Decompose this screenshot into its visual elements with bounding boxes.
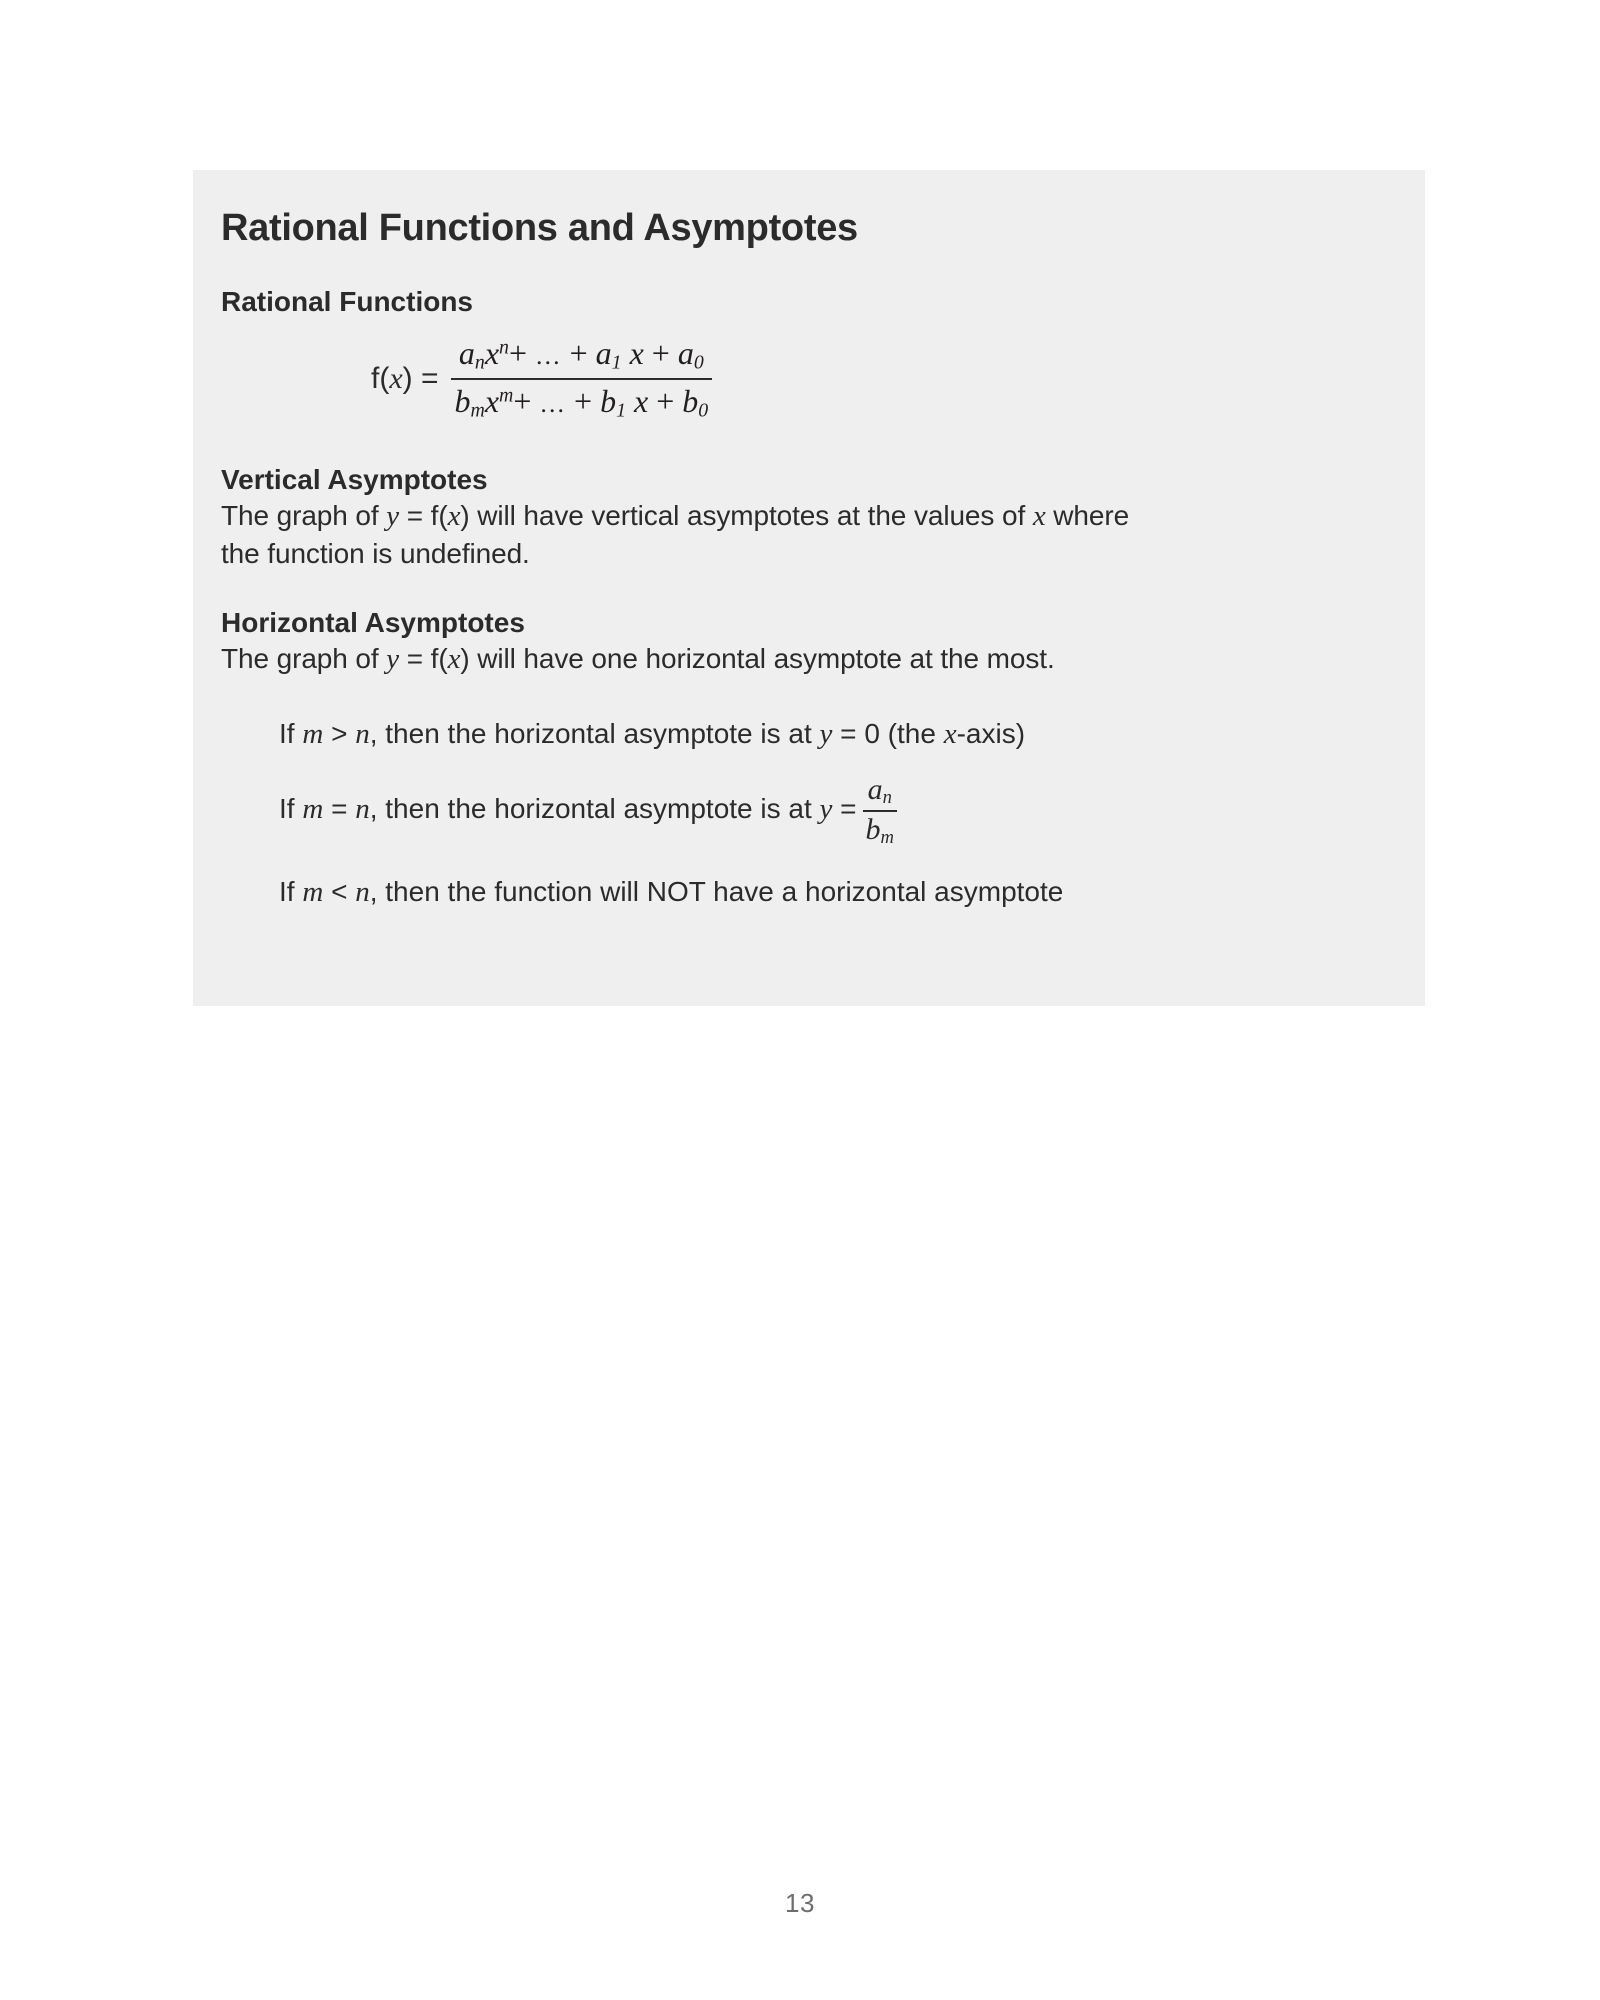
cond-0-body: , then the horizontal asymptote is at [369,717,820,749]
section-heading-horizontal-asymptotes: Horizontal Asymptotes [221,606,525,638]
num-coef-3: a [677,334,694,371]
cond-frac-num-base: a [867,773,883,807]
cond-0-tail: = 0 (the [832,717,944,749]
den-var-2: x [633,382,649,419]
cond-0-y: y [819,717,833,750]
cond-frac-denominator [863,814,897,848]
cond-1-op: = [323,792,356,824]
fraction-bar [451,378,713,380]
den-ellipsis: … [539,388,567,418]
den-var-1: x [484,382,500,419]
condition-1-text [279,790,857,828]
vertical-asymptotes-line-1 [221,497,1385,535]
condition-item [279,770,1385,848]
va-text-c: ) will have vertical asymptotes at the values of [460,500,1033,532]
va-var-x: x [447,500,461,533]
va-var-x-2: x [1032,500,1046,533]
page-title: Rational Functions and Asymptotes [221,207,858,249]
rational-function-formula [221,335,1385,423]
condition-fraction [863,774,897,847]
cond-0-tail2: -axis) [956,717,1026,749]
cond-0-op: > [323,717,356,749]
formula-lhs: f(x) = [371,361,439,395]
formula-numerator [455,335,708,375]
va-var-y: y [386,500,400,533]
den-coef-2: b [600,382,617,419]
cond-1-m: m [302,792,324,825]
section-heading-rational-functions: Rational Functions [221,285,473,317]
ha-text-a: The graph of [221,642,387,674]
va-text-b: = f( [399,500,448,532]
condition-2-text [279,873,1063,911]
den-plus-1: + [513,382,532,419]
cond-1-prefix: If [279,792,303,824]
den-var-1-sup: m [499,384,514,407]
num-coef-2: a [595,334,612,371]
cond-frac-den-base: b [865,812,881,846]
cond-0-m: m [302,717,324,750]
den-plus-3: + [656,382,675,419]
va-text-d: where [1045,500,1130,532]
content-panel [193,170,1425,1006]
spacer-after-vertical [221,573,1385,605]
den-coef-1: b [454,382,471,419]
ha-var-y: y [386,642,400,675]
section-heading-vertical-asymptotes: Vertical Asymptotes [221,464,488,496]
cond-2-n: n [355,875,370,908]
num-var-1: x [484,334,500,371]
cond-fraction-bar [863,810,897,812]
condition-0-text [279,715,1025,753]
num-coef-3-sub: 0 [693,351,704,374]
cond-1-y: y [819,792,833,825]
den-coef-3: b [682,382,699,419]
formula-denominator [451,383,713,423]
condition-item [279,712,1385,756]
cond-frac-den-sub: m [880,826,894,848]
num-plus-3: + [651,334,670,371]
cond-2-op: < [323,875,356,907]
cond-2-prefix: If [279,875,303,907]
cond-1-n: n [355,792,370,825]
cond-0-x: x [943,717,957,750]
num-plus-1: + [508,334,528,371]
cond-0-prefix: If [279,717,303,749]
den-coef-1-sub: m [470,398,485,421]
cond-frac-num-sub: n [882,787,892,809]
cond-1-tail: = [832,792,857,824]
condition-list [221,712,1385,914]
num-coef-2-sub: 1 [611,351,622,374]
num-coef-1-sub: n [474,351,485,374]
num-var-1-sup: n [499,336,509,359]
den-coef-2-sub: 1 [616,398,626,421]
ha-text-b: = f( [399,642,448,674]
ha-var-x: x [447,642,461,675]
num-ellipsis: … [535,340,562,370]
cond-1-body: , then the horizontal asymptote is at [369,792,820,824]
cond-2-m: m [302,875,324,908]
num-coef-1: a [458,334,475,371]
num-var-2: x [629,334,644,371]
den-plus-2: + [574,382,593,419]
cond-frac-numerator [865,774,895,808]
vertical-asymptotes-line-2: the function is undefined. [221,537,530,569]
cond-0-n: n [355,717,370,750]
den-coef-3-sub: 0 [698,398,709,421]
cond-2-body: , then the function will NOT have a horizontal asymptote [369,875,1064,907]
ha-text-c: ) will have one horizontal asymptote at the most. [460,642,1055,674]
horizontal-asymptotes-line-1 [221,640,1385,678]
page-number: 13 [785,1888,815,1918]
num-plus-2: + [569,334,588,371]
condition-item [279,870,1385,914]
va-text-a: The graph of [221,500,387,532]
formula-fraction [451,335,713,423]
spacer-after-formula [221,422,1385,462]
